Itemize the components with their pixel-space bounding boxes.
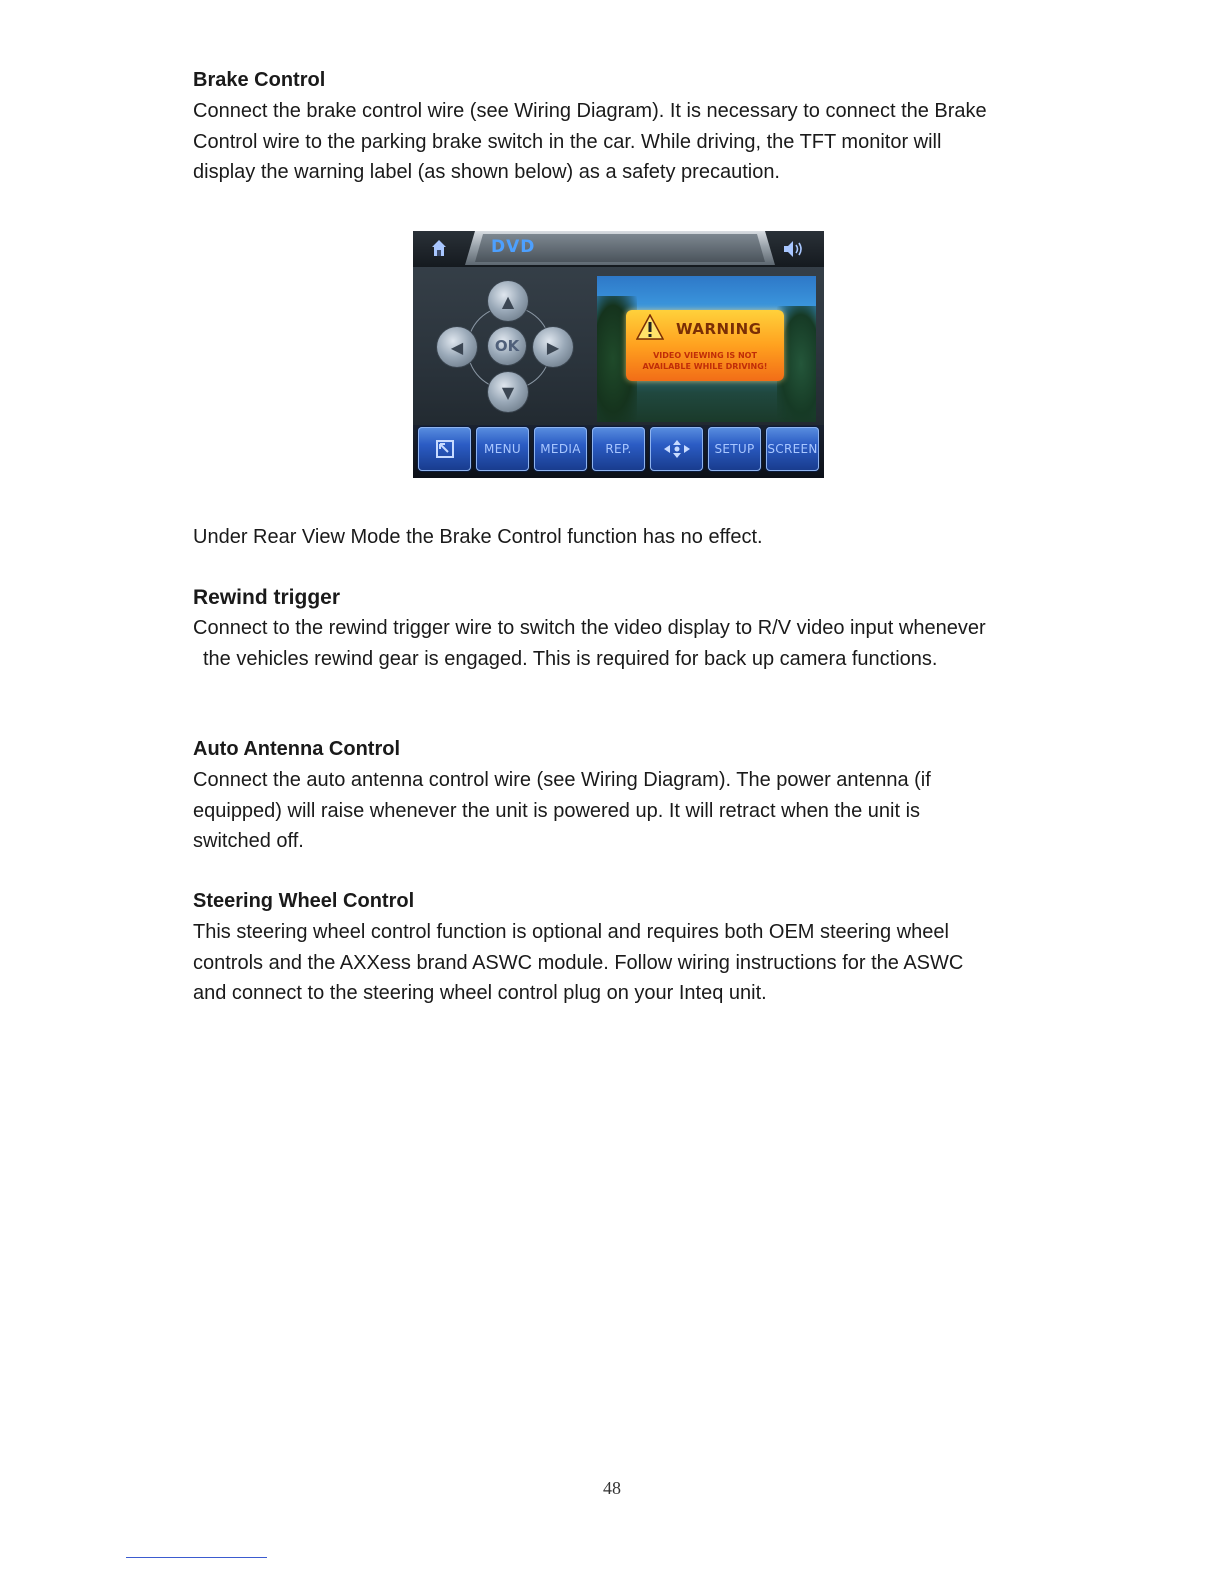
paragraph-line: equipped) will raise whenever the unit is powered up. It will retract when the unit is — [193, 799, 921, 822]
auto-antenna-paragraph — [193, 765, 1073, 857]
left-arrow-button[interactable] — [437, 327, 477, 367]
paragraph-line: Connect the brake control wire (see Wiring Diagram). It is necessary to connect the Brake — [193, 100, 987, 122]
steering-wheel-paragraph — [193, 917, 1073, 1009]
video-preview — [597, 276, 816, 422]
right-arrow-button[interactable] — [533, 327, 573, 367]
move-arrows-icon — [664, 440, 690, 458]
back-button[interactable] — [418, 427, 471, 471]
warning-message — [634, 350, 776, 372]
home-icon — [431, 238, 447, 258]
paragraph-line: Connect the auto antenna control wire (see Wiring Diagram). The power antenna (if — [193, 769, 931, 791]
warning-label — [626, 310, 784, 381]
setup-button[interactable]: SETUP — [708, 427, 761, 471]
rewind-trigger-paragraph — [193, 613, 1073, 674]
footnote-divider — [126, 1557, 267, 1558]
paragraph-line: switched off. — [193, 830, 304, 852]
left-arrow-icon: ◀ — [450, 337, 464, 357]
paragraph-line: Connect to the rewind trigger wire to switch the video display to R/V video input whenever — [193, 617, 986, 639]
paragraph-line: controls and the AXXess brand ASWC module. Follow wiring instructions for the ASWC — [193, 951, 964, 974]
brake-control-heading: Brake Control — [193, 69, 326, 91]
paragraph-line: display the warning label (as shown below) as a safety precaution. — [193, 161, 780, 183]
brake-control-paragraph — [193, 96, 1073, 188]
steering-wheel-heading: Steering Wheel Control — [193, 890, 415, 912]
down-arrow-button[interactable] — [488, 372, 528, 412]
page-number: 48 — [603, 1478, 621, 1498]
warning-title: WARNING — [676, 320, 762, 338]
back-icon — [434, 438, 456, 460]
paragraph-line: Under Rear View Mode the Brake Control function has no effect. — [193, 526, 763, 548]
rewind-trigger-heading: Rewind trigger — [193, 586, 341, 609]
up-arrow-button[interactable] — [488, 281, 528, 321]
right-arrow-icon: ▶ — [546, 337, 560, 357]
move-button[interactable] — [650, 427, 703, 471]
dvd-warning-screenshot — [413, 231, 824, 478]
up-arrow-icon: ▲ — [501, 291, 515, 311]
media-button[interactable]: MEDIA — [534, 427, 587, 471]
dvd-tab-label: DVD — [491, 237, 536, 257]
screen-button[interactable]: SCREEN — [766, 427, 819, 471]
auto-antenna-heading: Auto Antenna Control — [193, 738, 401, 760]
warning-line: VIDEO VIEWING IS NOT — [653, 351, 757, 360]
direction-pad — [437, 281, 577, 411]
menu-button[interactable]: MENU — [476, 427, 529, 471]
paragraph-line: Control wire to the parking brake switch in the car. While driving, the TFT monitor will — [193, 130, 942, 153]
down-arrow-icon: ▼ — [501, 382, 515, 402]
volume-icon — [783, 240, 805, 258]
rear-view-note — [193, 522, 1073, 553]
paragraph-line: the vehicles rewind gear is engaged. This is required for back up camera functions. — [203, 647, 938, 670]
paragraph-line: and connect to the steering wheel control plug on your Inteq unit. — [193, 982, 767, 1004]
ok-button[interactable]: OK — [488, 327, 526, 365]
paragraph-line: This steering wheel control function is optional and requires both OEM steering wheel — [193, 921, 949, 943]
rep-button[interactable]: REP. — [592, 427, 645, 471]
warning-icon — [636, 314, 664, 340]
warning-line: AVAILABLE WHILE DRIVING! — [642, 362, 768, 371]
